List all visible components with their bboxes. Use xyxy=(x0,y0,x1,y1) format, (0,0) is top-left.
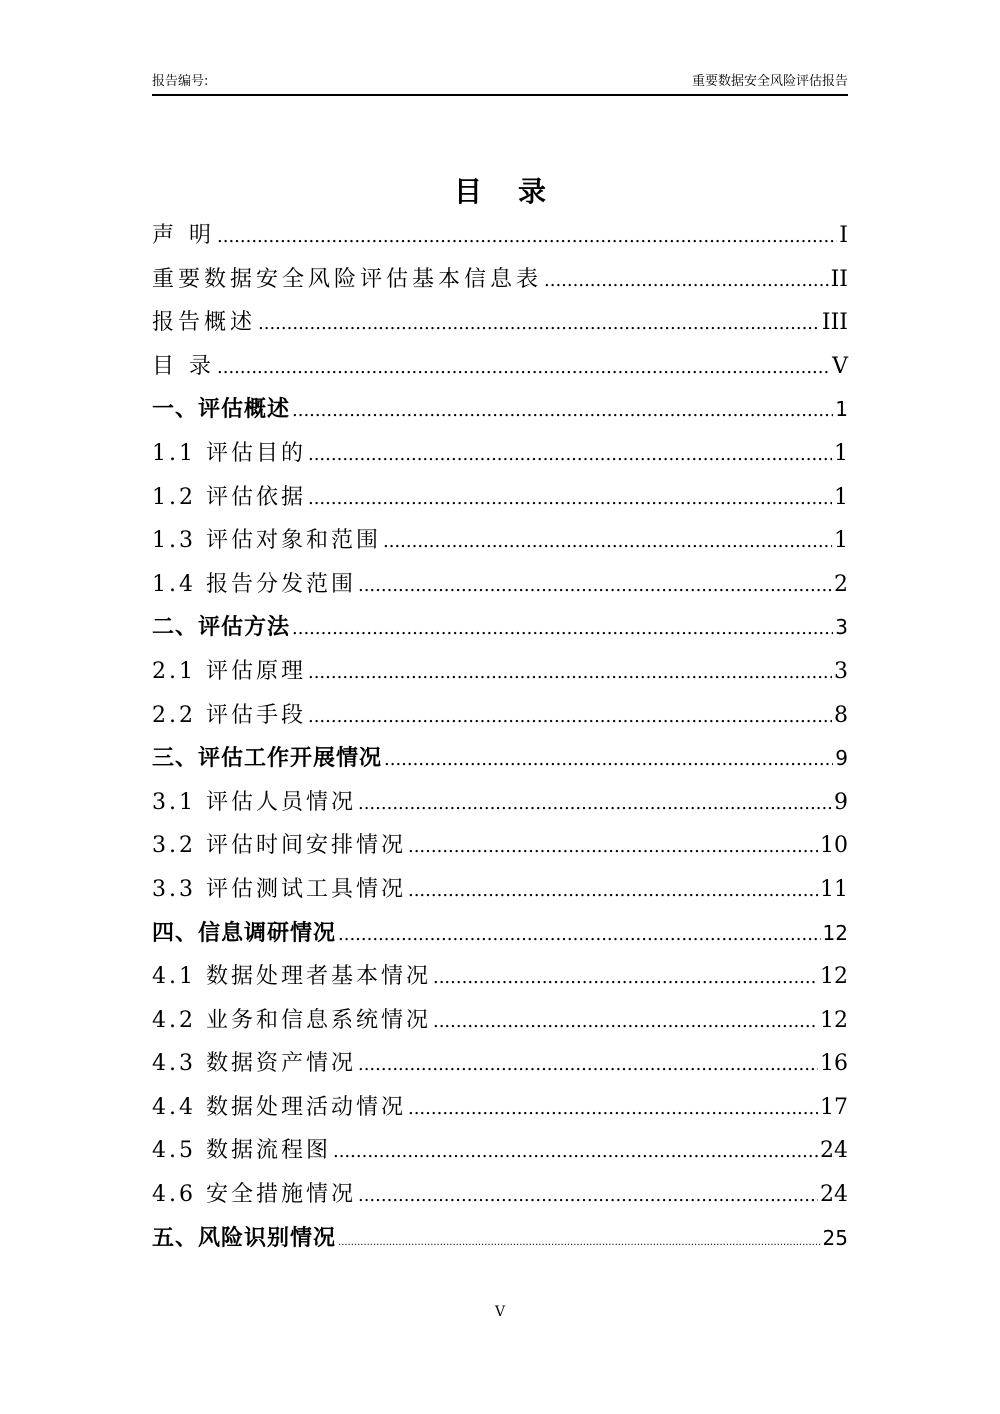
dot-leader xyxy=(358,564,832,608)
toc-entry-page: 17 xyxy=(820,1094,848,1120)
toc-entry[interactable] xyxy=(152,606,848,650)
dot-leader xyxy=(384,738,833,782)
dot-leader xyxy=(338,1221,821,1265)
toc-entry-label: 4.3 数据资产情况 xyxy=(152,1051,356,1077)
toc-entry[interactable] xyxy=(152,824,848,868)
dot-leader xyxy=(383,520,832,564)
toc-entry-page: 1 xyxy=(834,528,848,554)
toc-entry-label: 三、评估工作开展情况 xyxy=(152,746,383,772)
toc-entry[interactable] xyxy=(152,999,848,1043)
toc-entry[interactable] xyxy=(152,1086,848,1130)
report-number-label: 报告编号: xyxy=(152,74,209,89)
toc-entry-page: 9 xyxy=(835,746,848,771)
dot-leader xyxy=(217,346,830,390)
dot-leader xyxy=(408,825,818,869)
toc-entry-label: 3.3 评估测试工具情况 xyxy=(152,876,406,902)
report-title-header: 重要数据安全风险评估报告 xyxy=(691,74,848,89)
toc-entry[interactable] xyxy=(152,868,848,912)
toc-entry[interactable] xyxy=(152,432,848,476)
toc-entry[interactable] xyxy=(152,563,848,607)
toc-entry-page: 12 xyxy=(820,1007,848,1033)
toc-entry-label: 报告概述 xyxy=(152,310,257,336)
toc-entry-label: 1.4 报告分发范围 xyxy=(152,571,356,597)
dot-leader xyxy=(544,259,829,303)
toc-entry-label: 1.2 评估依据 xyxy=(152,484,306,510)
toc-entry-page: 11 xyxy=(820,876,848,902)
toc-entry[interactable] xyxy=(152,258,848,302)
toc-entry[interactable] xyxy=(152,1173,848,1217)
toc-entry-label: 3.2 评估时间安排情况 xyxy=(152,833,406,859)
toc-entry[interactable] xyxy=(152,214,848,258)
toc-entry-page: 25 xyxy=(822,1225,848,1250)
toc-entry-page: 12 xyxy=(820,964,848,990)
dot-leader xyxy=(408,1087,818,1131)
dot-leader xyxy=(258,302,820,346)
toc-entry-label: 声 明 xyxy=(152,223,215,248)
toc-entry-label: 1.3 评估对象和范围 xyxy=(152,528,381,554)
toc-entry-page: 2 xyxy=(834,571,848,597)
toc-entry-page: 10 xyxy=(820,833,848,859)
page-header xyxy=(152,70,848,96)
toc-entry[interactable] xyxy=(152,650,848,694)
toc-entry-label: 1.1 评估目的 xyxy=(152,440,306,466)
toc-entry-page: 1 xyxy=(834,440,848,466)
toc-entry-page: I xyxy=(839,223,848,248)
toc-entry-page: 3 xyxy=(834,658,848,684)
dot-leader xyxy=(217,215,837,259)
toc-entry-label: 一、评估概述 xyxy=(152,397,291,423)
toc-entry-page: III xyxy=(821,310,848,336)
toc-entry-page: 12 xyxy=(822,920,848,945)
toc-entry[interactable] xyxy=(152,1129,848,1173)
dot-leader xyxy=(358,1174,818,1218)
toc-entry[interactable] xyxy=(152,301,848,345)
toc-entry[interactable] xyxy=(152,519,848,563)
toc-entry-page: II xyxy=(830,266,848,292)
dot-leader xyxy=(358,782,832,826)
dot-leader xyxy=(292,607,833,651)
dot-leader xyxy=(433,956,818,1000)
toc-entry-label: 重要数据安全风险评估基本信息表 xyxy=(152,266,543,292)
toc-entry-page: V xyxy=(832,353,848,379)
toc-entry[interactable] xyxy=(152,1217,848,1261)
toc-entry[interactable] xyxy=(152,694,848,738)
toc-entry-label: 四、信息调研情况 xyxy=(152,920,337,946)
toc-title: 目录 xyxy=(453,175,582,208)
dot-leader xyxy=(292,389,833,433)
toc-entry-label: 二、评估方法 xyxy=(152,615,291,641)
dot-leader xyxy=(308,651,832,695)
toc-entry-label: 目 录 xyxy=(152,353,215,379)
toc-entry-page: 9 xyxy=(834,789,848,815)
toc-entry[interactable] xyxy=(152,345,848,389)
dot-leader xyxy=(408,869,818,913)
toc-entry[interactable] xyxy=(152,476,848,520)
dot-leader xyxy=(308,695,832,739)
dot-leader xyxy=(308,433,832,477)
dot-leader xyxy=(338,913,821,957)
toc-entry[interactable] xyxy=(152,781,848,825)
toc-entry-page: 3 xyxy=(835,615,848,640)
page-number: V xyxy=(494,1304,506,1320)
toc-entry-label: 4.4 数据处理活动情况 xyxy=(152,1094,406,1120)
toc-entry-page: 24 xyxy=(820,1182,848,1208)
toc-entry-label: 3.1 评估人员情况 xyxy=(152,789,356,815)
toc-entry-label: 2.2 评估手段 xyxy=(152,702,306,728)
toc-entry-label: 2.1 评估原理 xyxy=(152,658,306,684)
toc-entry[interactable] xyxy=(152,737,848,781)
toc-entry-page: 16 xyxy=(820,1051,848,1077)
toc-entry-page: 1 xyxy=(834,484,848,510)
table-of-contents xyxy=(152,214,848,1260)
toc-entry[interactable] xyxy=(152,955,848,999)
toc-entry-label: 4.1 数据处理者基本情况 xyxy=(152,964,431,990)
toc-entry[interactable] xyxy=(152,1042,848,1086)
dot-leader xyxy=(308,477,832,521)
toc-entry-label: 4.2 业务和信息系统情况 xyxy=(152,1007,431,1033)
toc-entry-page: 24 xyxy=(820,1138,848,1164)
toc-entry-label: 4.6 安全措施情况 xyxy=(152,1182,356,1208)
dot-leader xyxy=(333,1130,818,1174)
toc-entry-page: 1 xyxy=(835,397,848,422)
dot-leader xyxy=(433,1000,818,1044)
toc-entry-page: 8 xyxy=(834,702,848,728)
dot-leader xyxy=(358,1043,818,1087)
toc-entry-label: 五、风险识别情况 xyxy=(152,1225,337,1251)
toc-entry-label: 4.5 数据流程图 xyxy=(152,1138,331,1164)
toc-entry[interactable] xyxy=(152,388,848,432)
toc-entry[interactable] xyxy=(152,912,848,956)
